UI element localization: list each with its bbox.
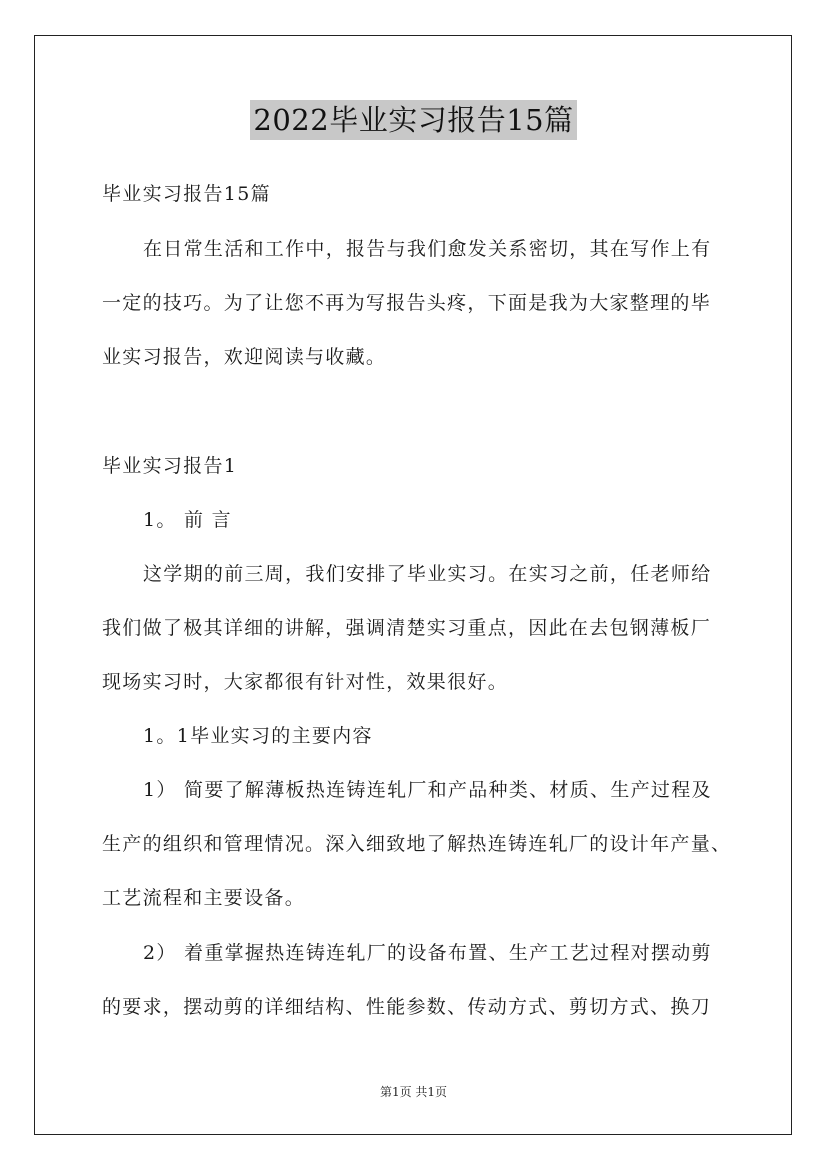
item2-line-1: 2） 着重掌握热连铸连轧厂的设备布置、生产工艺过程对摆动剪 xyxy=(143,942,712,964)
intro-line-3: 业实习报告，欢迎阅读与收藏。 xyxy=(102,346,387,368)
section-title: 毕业实习报告1 xyxy=(102,455,238,477)
intro-line-2: 一定的技巧。为了让您不再为写报告头疼，下面是我为大家整理的毕 xyxy=(102,292,712,314)
page-footer: 第1页 共1页 xyxy=(379,1085,448,1099)
title-container xyxy=(0,100,827,140)
document-title: 2022毕业实习报告15篇 xyxy=(250,100,576,140)
item1-line-2: 生产的组织和管理情况。深入细致地了解热连铸连轧厂的设计年产量、 xyxy=(102,833,732,855)
heading-preface: 1。 前 言 xyxy=(143,509,232,531)
item2-line-2: 的要求，摆动剪的详细结构、性能参数、传动方式、剪切方式、换刀 xyxy=(102,996,712,1018)
intro-line-1: 在日常生活和工作中，报告与我们愈发关系密切，其在写作上有 xyxy=(143,238,712,260)
para-line-1: 这学期的前三周，我们安排了毕业实习。在实习之前，任老师给 xyxy=(143,563,712,585)
item1-line-1: 1） 简要了解薄板热连铸连轧厂和产品种类、材质、生产过程及 xyxy=(143,779,712,801)
heading-main-content: 1。1毕业实习的主要内容 xyxy=(143,725,373,747)
subtitle: 毕业实习报告15篇 xyxy=(102,183,271,205)
item1-line-3: 工艺流程和主要设备。 xyxy=(102,887,306,909)
para-line-2: 我们做了极其详细的讲解，强调清楚实习重点，因此在去包钢薄板厂 xyxy=(102,617,712,639)
para-line-3: 现场实习时，大家都很有针对性，效果很好。 xyxy=(102,671,509,693)
